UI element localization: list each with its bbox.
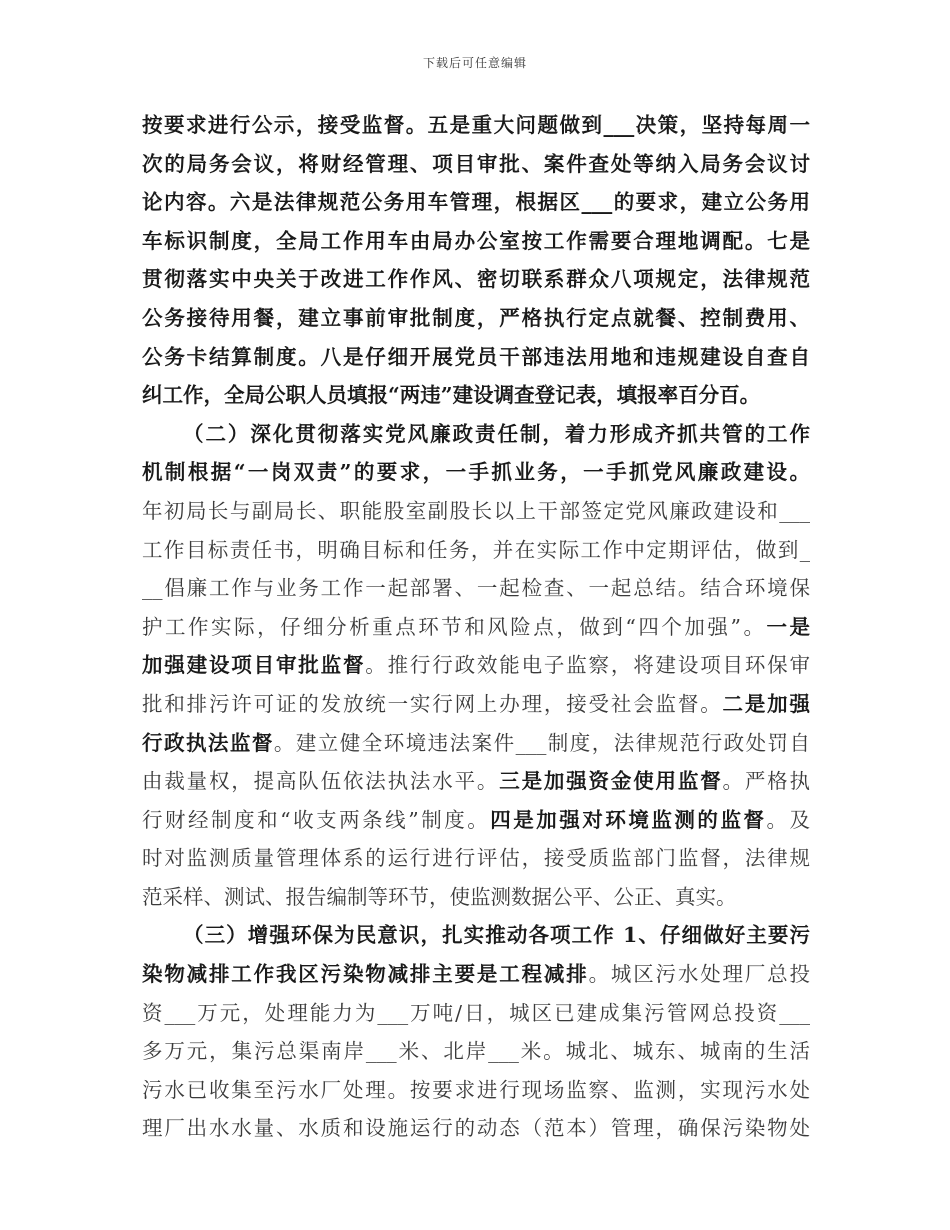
section-heading-line (142, 415, 810, 454)
text-run: 论内容。六是法律规范公务用车管理，根据区___的要求，建立公务用 (142, 190, 810, 215)
text-line (142, 338, 810, 377)
text-run: 护工作实际，仔细分析重点环节和风险点，做到“四个加强”。 (142, 614, 767, 639)
text-line (142, 724, 810, 763)
text-line (142, 492, 810, 531)
text-run: 批和排污许可证的发放统一实行网上办理，接受社会监督。 (142, 691, 723, 716)
text-run: 次的局务会议，将财经管理、项目审批、案件查处等纳入局务会议讨 (142, 151, 810, 176)
text-line (142, 260, 810, 299)
text-line (142, 839, 810, 878)
text-run: 理厂出水水量、水质和设施运行的动态（范本）管理，确保污染物处 (142, 1116, 810, 1141)
text-line (142, 376, 810, 415)
text-run: 。严格执 (722, 769, 811, 794)
paragraph (142, 106, 810, 415)
text-run: 车标识制度，全局工作用车由局办公室按工作需要合理地调配。七是 (142, 228, 810, 253)
paragraph (142, 916, 810, 1148)
document-body (142, 106, 810, 1148)
text-run: 。推行行政效能电子监察，将建设项目环保审 (365, 653, 811, 678)
text-line (142, 531, 810, 570)
text-run: 公务接待用餐，建立事前审批制度，严格执行定点就餐、控制费用、 (142, 305, 810, 330)
text-line (142, 299, 810, 338)
text-line (142, 878, 810, 917)
text-run: 按要求进行公示，接受监督。五是重大问题做到___决策，坚持每周一 (142, 113, 810, 137)
text-run-bold: 四是加强对环境监测的监督 (490, 807, 767, 832)
text-run: 范采样、测试、报告编制等环节，使监测数据公平、公正、真实。 (142, 884, 737, 909)
text-line (142, 646, 810, 685)
text-run: 纠工作，全局公职人员填报“两违”建设调查登记表，填报率百分百。 (142, 383, 761, 408)
text-run-bold: 行政执法监督 (142, 730, 274, 755)
text-run-bold: 一是 (766, 614, 811, 639)
text-run-bold: 加强建设项目审批监督 (142, 653, 366, 678)
text-line (142, 608, 810, 647)
text-line (142, 762, 810, 801)
text-line (142, 145, 810, 184)
text-run: 时对监测质量管理体系的运行进行评估，接受质监部门监督，法律规 (142, 846, 810, 871)
paragraph (142, 415, 810, 917)
text-run-bold: 二是加强 (722, 691, 810, 716)
text-run-bold: 染物减排工作我区污染物减排主要是工程减排 (142, 962, 589, 987)
text-run: 机制根据“一岗双责”的要求，一手抓业务，一手抓党风廉政建设。 (142, 460, 810, 485)
text-run: 污水已收集至污水厂处理。按要求进行现场监察、监测，实现污水处 (142, 1077, 810, 1102)
text-line (142, 183, 810, 222)
text-line (142, 569, 810, 608)
text-run: 多万元，集污总渠南岸___米、北岸___米。城北、城东、城南的生活 (142, 1039, 810, 1064)
text-run: 。城区污水处理厂总投 (588, 962, 811, 987)
text-line (142, 1032, 810, 1071)
text-run: 工作目标责任书，明确目标和任务，并在实际工作中定期评估，做到_ (142, 537, 810, 562)
text-line (142, 1071, 810, 1110)
text-line (142, 106, 810, 145)
text-run: 。建立健全环境违法案件___制度，法律规范行政处罚自 (273, 730, 811, 755)
text-run: 资___万元，处理能力为___万吨/日，城区已建成集污管网总投资___ (142, 1000, 810, 1025)
page-header: 下载后可任意编辑 (422, 56, 527, 70)
text-run: 年初局长与副局长、职能股室副股长以上干部签定党风廉政建设和___ (142, 498, 810, 523)
text-run: 公务卡结算制度。八是仔细开展党员干部违法用地和违规建设自查自 (142, 344, 810, 369)
text-run: （二）深化贯彻落实党风廉政责任制，着力形成齐抓共管的工作 (183, 421, 810, 446)
text-line (142, 222, 810, 261)
text-run: 。及 (766, 807, 811, 832)
text-run: 由裁量权，提高队伍依法执法水平。 (142, 769, 500, 794)
text-line (142, 994, 810, 1033)
text-run: __倡廉工作与业务工作一起部署、一起检查、一起总结。结合环境保 (142, 576, 810, 601)
text-line (142, 955, 810, 994)
text-run: （三）增强环保为民意识，扎实推动各项工作 1、仔细做好主要污 (183, 923, 810, 948)
section-heading-line (142, 916, 810, 955)
text-run: 贯彻落实中央关于改进工作作风、密切联系群众八项规定，法律规范 (142, 267, 810, 292)
text-line (142, 801, 810, 840)
text-run: 行财经制度和“收支两条线”制度。 (142, 807, 491, 832)
text-line (142, 685, 810, 724)
text-line (142, 1109, 810, 1148)
text-line (142, 453, 810, 492)
text-run-bold: 三是加强资金使用监督 (499, 769, 723, 794)
